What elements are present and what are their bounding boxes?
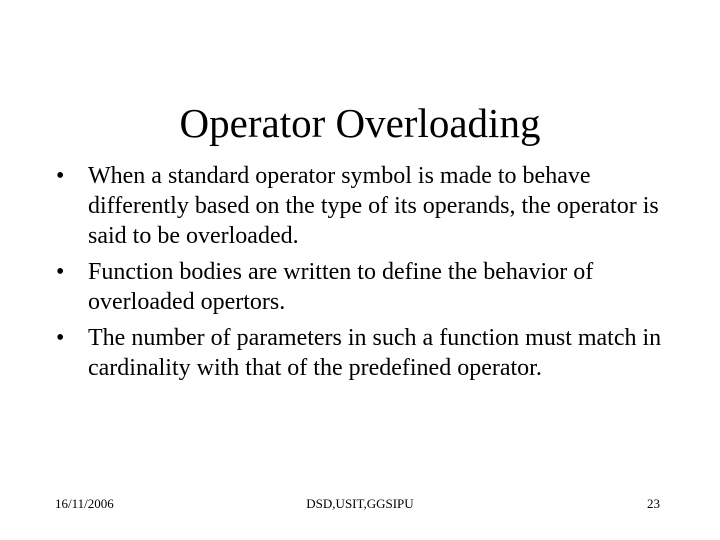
bullet-item <box>56 323 666 383</box>
slide-title: Operator Overloading <box>179 100 541 147</box>
footer-page-number: 23 <box>647 496 660 511</box>
bullet-text: Function bodies are written to define the behavior of overloaded opertors. <box>88 259 594 315</box>
footer-date: 16/11/2006 <box>55 496 114 511</box>
bullet-list <box>56 161 666 383</box>
bullet-marker: • <box>56 163 65 189</box>
bullet-text: The number of parameters in such a function must match in cardinality with that of the predefined operator. <box>88 325 662 381</box>
bullet-item <box>56 161 666 251</box>
bullet-marker: • <box>56 259 65 285</box>
bullet-text: When a standard operator symbol is made to behave differently based on the type of its operands, the operator is said to be overloaded. <box>88 163 659 249</box>
bullet-marker: • <box>56 325 65 351</box>
bullet-item <box>56 257 666 317</box>
footer-center-text: DSD,USIT,GGSIPU <box>306 496 414 511</box>
